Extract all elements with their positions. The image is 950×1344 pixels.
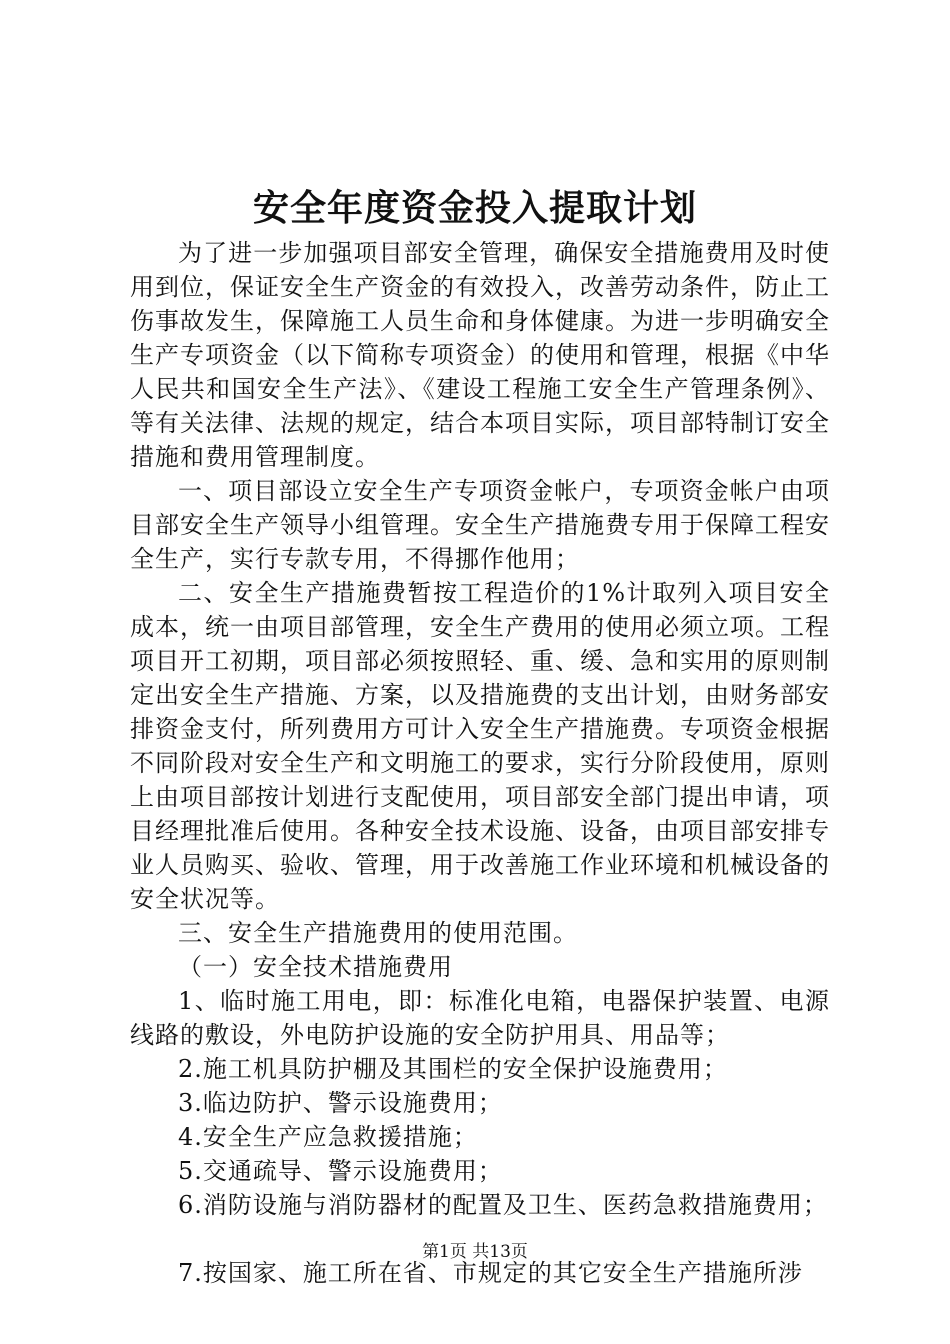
- document-title: 安全年度资金投入提取计划: [252, 187, 697, 229]
- list-item-2: 2.施工机具防护棚及其围栏的安全保护设施费用；: [178, 1055, 728, 1083]
- paragraph-item-2: 二、安全生产措施费暂按工程造价的1%计取列入项目安全成本，统一由项目部管理，安全生产费用的使用必须立项。工程项目开工初期，项目部必须按照轻、重、缓、急和实用的原则制定出安全生产措施、方案，以及措施费的支出计划，由财务部安排资金支付，所列费用方可计入安全生产措施费。专项资金根据不同阶段对安全生产和文明施工的要求，实行分阶段使用，原则上由项目部按计划进行支配使用，项目部安全部门提出申请，项目经理批准后使用。各种安全技术设施、设备，由项目部安排专业人员购买、验收、管理，用于改善施工作业环境和机械设备的安全状况等。: [130, 579, 830, 913]
- paragraph-item-1: 一、项目部设立安全生产专项资金帐户，专项资金帐户由项目部安全生产领导小组管理。安全生产措施费专用于保障工程安全生产，实行专款专用，不得挪作他用；: [130, 477, 830, 573]
- list-item-3: 3.临边防护、警示设施费用；: [178, 1089, 503, 1117]
- list-item-4: 4.安全生产应急救援措施；: [178, 1123, 478, 1151]
- list-item-7: 7.按国家、施工所在省、市规定的其它安全生产措施所涉: [178, 1259, 803, 1287]
- list-item-6: 6.消防设施与消防器材的配置及卫生、医药急救措施费用；: [178, 1191, 828, 1219]
- paragraph-item-3: 三、安全生产措施费用的使用范围。: [178, 919, 578, 947]
- page-number: 第1页 共13页: [422, 1242, 528, 1262]
- list-item-5: 5.交通疏导、警示设施费用；: [178, 1157, 503, 1185]
- document-body: [130, 236, 830, 1290]
- paragraph-intro: 为了进一步加强项目部安全管理，确保安全措施费用及时使用到位，保证安全生产资金的有效投入，改善劳动条件，防止工伤事故发生，保障施工人员生命和身体健康。为进一步明确安全生产专项资金（以下简称专项资金）的使用和管理，根据《中华人民共和国安全生产法》、《建设工程施工安全生产管理条例》、等有关法律、法规的规定，结合本项目实际，项目部特制订安全措施和费用管理制度。: [130, 239, 830, 471]
- subheading-safety-tech: （一）安全技术措施费用: [178, 953, 453, 981]
- list-item-1: 1、临时施工用电，即：标准化电箱，电器保护装置、电源线路的敷设，外电防护设施的安全防护用具、用品等；: [130, 987, 830, 1049]
